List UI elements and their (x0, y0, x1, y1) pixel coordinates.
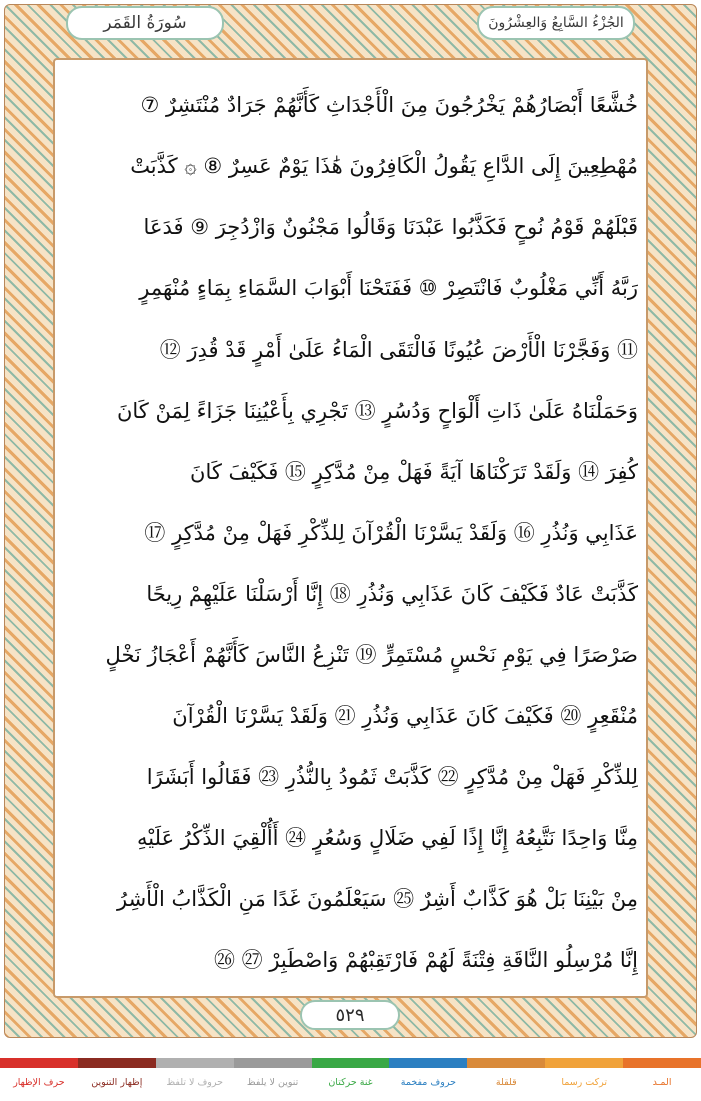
page-number-label: ٥٢٩ (335, 1004, 365, 1026)
surah-name-header (66, 6, 224, 40)
verse-line: مِنْ بَيْنِنَا بَلْ هُوَ كَذَّابٌ أَشِرٌ ㉕ سَيَعْلَمُونَ غَدًا مَنِ الْكَذَّابُ الْأَشِرُ (116, 887, 638, 911)
legend-bar (623, 1058, 701, 1068)
legend-label: تركت رسما (561, 1076, 608, 1088)
legend-label: المـد (652, 1076, 672, 1088)
verse-lines (62, 82, 638, 994)
verse-line: قَبْلَهُمْ قَوْمُ نُوحٍ فَكَذَّبُوا عَبْدَنَا وَقَالُوا مَجْنُونٌ وَازْدُجِرَ ⑨ فَدَعَا (143, 215, 638, 239)
verse-line: لِلذِّكْرِ فَهَلْ مِنْ مُدَّكِرٍ ㉒ كَذَّبَتْ ثَمُودُ بِالنُّذُرِ ㉓ فَقَالُوا أَبَشَرًا (146, 765, 638, 789)
page-number (300, 1000, 400, 1030)
legend-label: حرف الإظهار (13, 1076, 65, 1088)
legend-bar (156, 1058, 234, 1068)
legend-label: حروف مفخمة (400, 1076, 456, 1088)
verse-line: مُهْطِعِينَ إِلَى الدَّاعِ يَقُولُ الْكَافِرُونَ هَٰذَا يَوْمٌ عَسِرٌ ⑧ ۞ كَذَّبَتْ (130, 154, 638, 178)
surah-name: سُورَةُ القَمَر (103, 13, 187, 33)
legend-bar (389, 1058, 467, 1068)
legend-label: قلقلة (495, 1076, 517, 1088)
verse-line: صَرْصَرًا فِي يَوْمِ نَحْسٍ مُسْتَمِرٍّ ⑲ تَنْزِعُ النَّاسَ كَأَنَّهُمْ أَعْجَازُ نَخْلٍ (105, 643, 638, 667)
juz-name: الجُزْءُ السَّابِعُ وَالعِشْرُونَ (488, 15, 624, 31)
juz-name-header (477, 6, 635, 40)
verse-line: عَذَابِي وَنُذُرِ ⑯ وَلَقَدْ يَسَّرْنَا الْقُرْآنَ لِلذِّكْرِ فَهَلْ مِنْ مُدَّكِرٍ ⑰ (144, 521, 638, 545)
legend-label: تنوين لا يلفظ (246, 1076, 299, 1088)
legend-color-bars (0, 1058, 701, 1068)
legend-label: إظهار التنوين (91, 1076, 143, 1088)
tajweed-legend (0, 1058, 701, 1101)
legend-bar (78, 1058, 156, 1068)
verse-line: خُشَّعًا أَبْصَارُهُمْ يَخْرُجُونَ مِنَ الْأَجْدَاثِ كَأَنَّهُمْ جَرَادٌ مُنْتَشِرٌ ⑦ (140, 93, 638, 117)
legend-labels (0, 1068, 701, 1096)
legend-bar (0, 1058, 78, 1068)
verse-line: رَبَّهُ أَنِّي مَغْلُوبٌ فَانْتَصِرْ ⑩ فَفَتَحْنَا أَبْوَابَ السَّمَاءِ بِمَاءٍ مُنْهَمِرٍ (139, 276, 638, 300)
legend-bar (312, 1058, 390, 1068)
legend-bar (467, 1058, 545, 1068)
verse-line: كَذَّبَتْ عَادٌ فَكَيْفَ كَانَ عَذَابِي وَنُذُرِ ⑱ إِنَّا أَرْسَلْنَا عَلَيْهِمْ رِيحًا (146, 582, 638, 606)
verse-line: ⑪ وَفَجَّرْنَا الْأَرْضَ عُيُونًا فَالْتَقَى الْمَاءُ عَلَىٰ أَمْرٍ قَدْ قُدِرَ ⑫ (159, 338, 638, 362)
legend-bar (545, 1058, 623, 1068)
verse-line: إِنَّا مُرْسِلُو النَّاقَةِ فِتْنَةً لَهُمْ فَارْتَقِبْهُمْ وَاصْطَبِرْ ㉗ ㉖ (214, 948, 638, 972)
legend-label: حروف لا تلفظ (166, 1076, 224, 1088)
legend-label: غنة حركتان (328, 1076, 373, 1088)
verse-line: كُفِرَ ⑭ وَلَقَدْ تَرَكْنَاهَا آيَةً فَهَلْ مِنْ مُدَّكِرٍ ⑮ فَكَيْفَ كَانَ (190, 460, 638, 484)
verse-line: مِنَّا وَاحِدًا نَتَّبِعُهُ إِنَّا إِذًا لَفِي ضَلَالٍ وَسُعُرٍ ㉔ أَأُلْقِيَ الذِّكْرُ عَلَيْهِ (137, 826, 638, 850)
legend-bar (234, 1058, 312, 1068)
verse-line: وَحَمَلْنَاهُ عَلَىٰ ذَاتِ أَلْوَاحٍ وَدُسُرٍ ⑬ تَجْرِي بِأَعْيُنِنَا جَزَاءً لِمَنْ كَانَ (116, 399, 638, 423)
verse-line: مُنْقَعِرٍ ⑳ فَكَيْفَ كَانَ عَذَابِي وَنُذُرِ ㉑ وَلَقَدْ يَسَّرْنَا الْقُرْآنَ (172, 704, 638, 728)
